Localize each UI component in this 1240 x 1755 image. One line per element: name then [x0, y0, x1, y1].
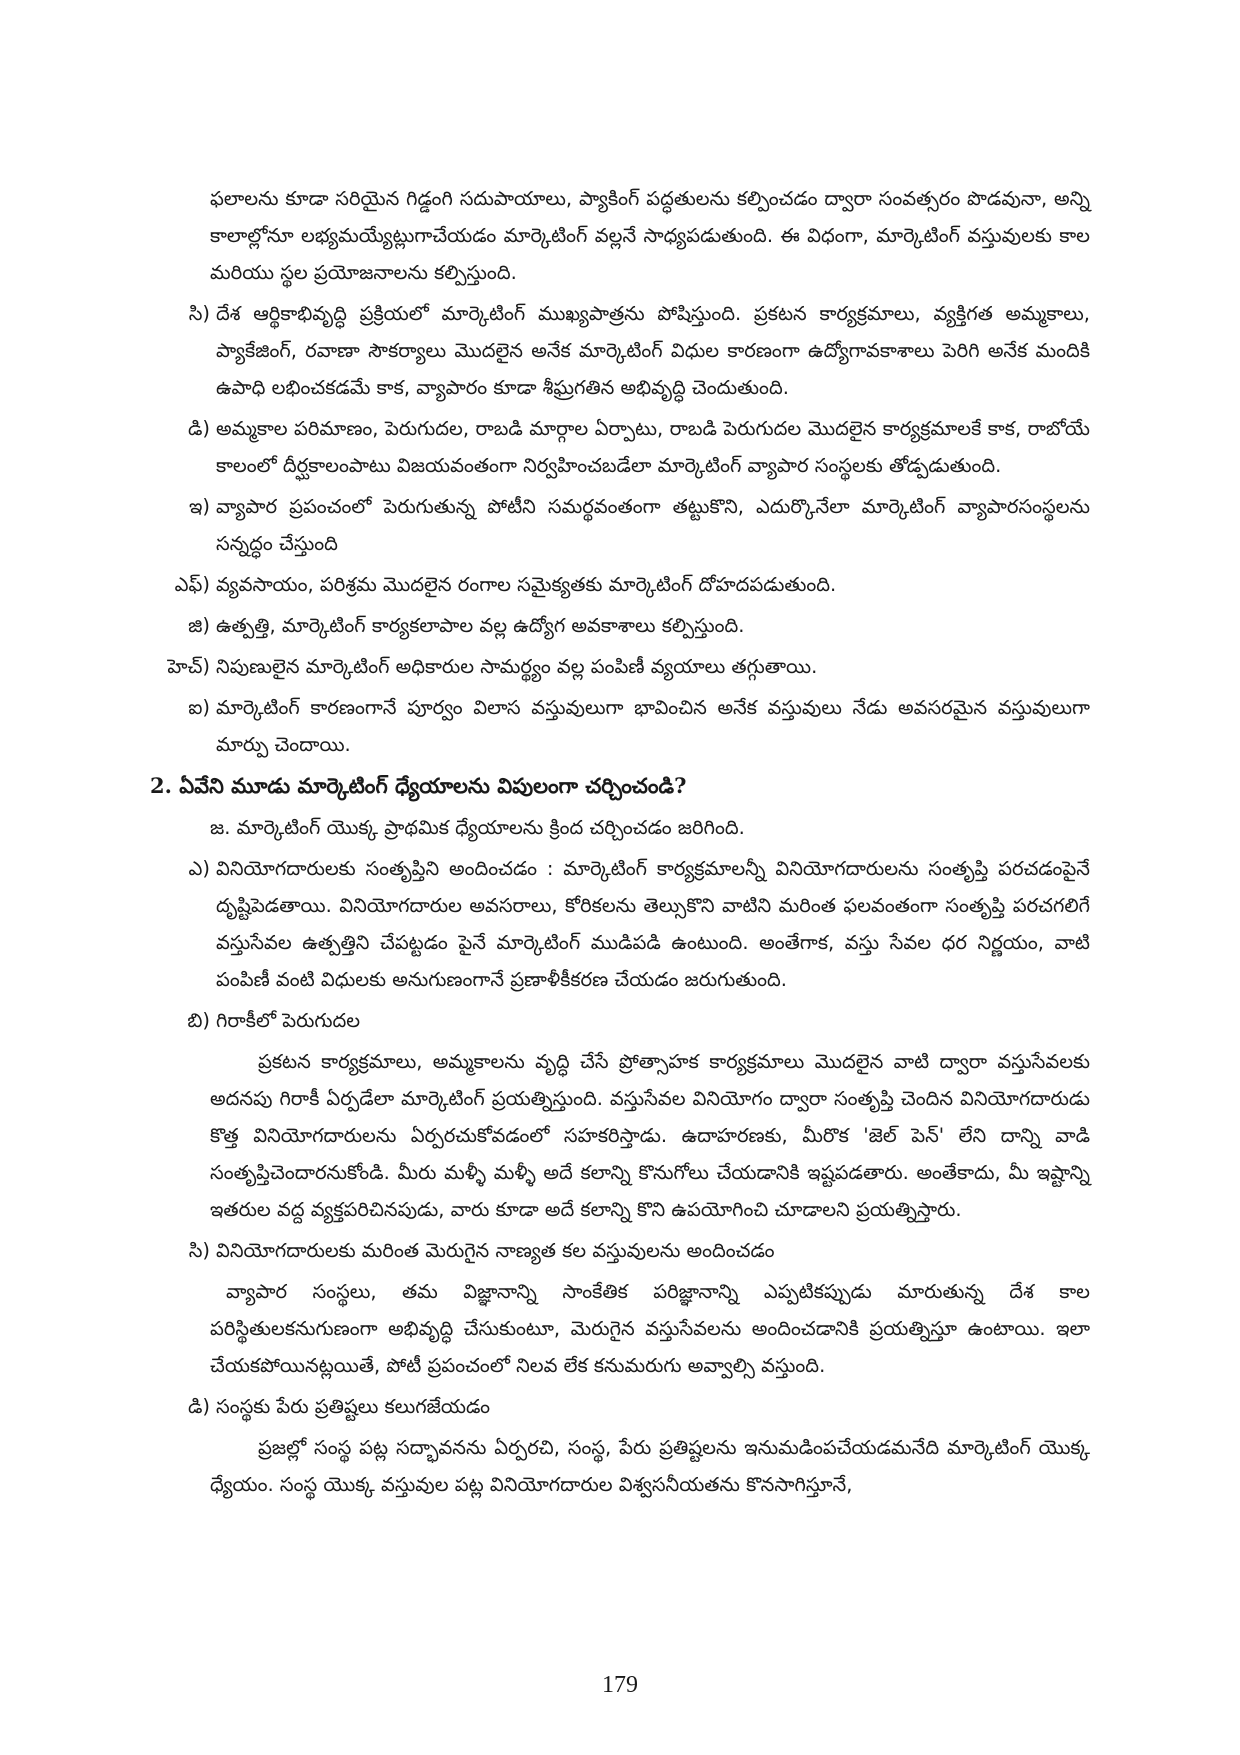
- list-marker: బి): [187, 1009, 210, 1032]
- list-item: [150, 410, 1090, 484]
- list-item: [150, 607, 1090, 644]
- list-item: [150, 689, 1090, 763]
- list-marker: డి): [187, 1395, 210, 1418]
- list-item: [150, 648, 1090, 685]
- list-item-text: వినియోగదారులకు సంతృప్తిని అందించడం : మార్కెటింగ్ కార్యక్రమాలన్నీ వినియోగదారులను సంతృప్తి పరచడంపైనే దృష్టిపెడతాయి. వినియోగదారుల అవసరాలు, కోరికలను తెల్సుకొని వాటిని మరింత ఫలవంతంగా సంతృప్తి పరచగలిగే వస్తుసేవల ఉత్పత్తిని చేపట్టడం పైనే మార్కెటింగ్ ముడిపడి ఉంటుంది. అంతేగాక, వస్తు సేవల ధర నిర్ణయం, వాటి పంపిణీ వంటి విధులకు అనుగుణంగానే ప్రణాళీకీకరణ చేయడం జరుగుతుంది.: [216, 857, 1090, 991]
- list-marker: జి): [188, 614, 210, 637]
- list-item-title: వినియోగదారులకు మరింత మెరుగైన నాణ్యత కల వస్తువులను అందించడం: [216, 1239, 775, 1262]
- list-marker: డి): [187, 417, 210, 440]
- list-item: [150, 295, 1090, 406]
- list-item-title: గిరాకీలో పెరుగుదల: [216, 1009, 361, 1032]
- list-item: [150, 850, 1090, 998]
- list-marker: ఎ): [188, 857, 210, 880]
- page-number: 179: [602, 1672, 638, 1698]
- list-item: [150, 1232, 1090, 1269]
- list-item-text: వ్యవసాయం, పరిశ్రమ మొదలైన రంగాల సమైక్యతకు మార్కెటింగ్ దోహదపడుతుంది.: [216, 573, 837, 596]
- list-item: [150, 1388, 1090, 1425]
- list-marker: ఎఫ్): [174, 573, 210, 596]
- list-item-text: ప్రజల్లో సంస్థ పట్ల సద్భావనను ఏర్పరచి, సంస్థ, పేరు ప్రతిష్టలను ఇనుమడింపచేయడమనేది మార్కెటింగ్ యొక్క ధ్యేయం. సంస్థ యొక్క వస్తువుల పట్ల వినియోగదారుల విశ్వసనీయతను కొనసాగిస్తూనే,: [210, 1436, 1090, 1496]
- list-item: [150, 566, 1090, 603]
- list-item-text: దేశ ఆర్థికాభివృద్ధి ప్రక్రియలో మార్కెటింగ్ ముఖ్యపాత్రను పోషిస్తుంది. ప్రకటన కార్యక్రమాలు, వ్యక్తిగత అమ్మకాలు, ప్యాకేజింగ్, రవాణా సౌకర్యాలు మొదలైన అనేక మార్కెటింగ్ విధుల కారణంగా ఉద్యోగావకాశాలు పెరిగి అనేక మందికి ఉపాధి లభించకడమే కాక, వ్యాపారం కూడా శీఘ్రగతిన అభివృద్ధి చెందుతుంది.: [216, 302, 1090, 399]
- list-marker: ఇ): [188, 495, 210, 518]
- list-item: [150, 488, 1090, 562]
- list-item-text: మార్కెటింగ్ కారణంగానే పూర్వం విలాస వస్తువులుగా భావించిన అనేక వస్తువులు నేడు అవసరమైన వస్తువులుగా మార్పు చెందాయి.: [216, 696, 1090, 756]
- list-item-text: ఉత్పత్తి, మార్కెటింగ్ కార్యకలాపాల వల్ల ఉద్యోగ అవకాశాలు కల్పిస్తుంది.: [216, 614, 745, 637]
- list-item-title: సంస్థకు పేరు ప్రతిష్టలు కలుగజేయడం: [216, 1395, 491, 1418]
- question-heading: 2. ఏవేని మూడు మార్కెటింగ్ ధ్యేయాలను విపులంగా చర్చించండి?: [150, 773, 687, 798]
- list-marker: హెచ్): [167, 655, 210, 678]
- list-marker: సి): [188, 302, 210, 325]
- list-marker: ఐ): [188, 696, 210, 719]
- benefits-list: [150, 295, 1090, 763]
- list-item-text: ప్రకటన కార్యక్రమాలు, అమ్మకాలను వృద్ధి చేసే ప్రోత్సాహక కార్యక్రమాలు మొదలైన వాటి ద్వారా వస్తుసేవలకు అదనపు గిరాకీ ఏర్పడేలా మార్కెటింగ్ ప్రయత్నిస్తుంది. వస్తుసేవల వినియోగం ద్వారా సంతృప్తి చెందిన వినియోగదారుడు కొత్త వినియోగదారులను ఏర్పరచుకోవడంలో సహకరిస్తాడు. ఉదాహరణకు, మీరొక 'జెల్ పెన్' లేని దాన్ని వాడి సంతృప్తిచెందారనుకోండి. మీరు మళ్ళీ మళ్ళీ అదే కలాన్ని కొనుగోలు చేయడానికి ఇష్టపడతారు. అంతేకాదు, మీ ఇష్టాన్ని ఇతరుల వద్ద వ్యక్తపరిచినపుడు, వారు కూడా అదే కలాన్ని కొని ఉపయోగించి చూడాలని ప్రయత్నిస్తారు.: [210, 1050, 1090, 1221]
- list-item-text: అమ్మకాల పరిమాణం, పెరుగుదల, రాబడి మార్గాల ఏర్పాటు, రాబడి పెరుగుదల మొదలైన కార్యక్రమాలకే కాక, రాబోయే కాలంలో దీర్ఘకాలంపాటు విజయవంతంగా నిర్వహించబడేలా మార్కెటింగ్ వ్యాపార సంస్థలకు తోడ్పడుతుంది.: [216, 417, 1090, 477]
- list-item-text: వ్యాపార సంస్థలు, తమ విజ్ఞానాన్ని సాంకేతిక పరిజ్ఞానాన్ని ఎప్పటికప్పుడు మారుతున్న దేశ కాల పరిస్థితులకనుగుణంగా అభివృద్ధి చేసుకుంటూ, మెరుగైన వస్తుసేవలను అందించడానికి ప్రయత్నిస్తూ ఉంటాయి. ఇలా చేయకపోయినట్లయితే, పోటీ ప్రపంచంలో నిలవ లేక కనుమరుగు అవ్వాల్సి వస్తుంది.: [210, 1280, 1090, 1377]
- list-item-text: నిపుణులైన మార్కెటింగ్ అధికారుల సామర్థ్యం వల్ల పంపిణీ వ్యయాలు తగ్గుతాయి.: [216, 655, 818, 678]
- answer-intro: జ. మార్కెటింగ్ యొక్క ప్రాథమిక ధ్యేయాలను క్రింద చర్చించడం జరిగింది.: [210, 816, 745, 839]
- list-item: [150, 1002, 1090, 1039]
- objectives-list: [150, 850, 1090, 1503]
- list-item-text: వ్యాపార ప్రపంచంలో పెరుగుతున్న పోటీని సమర్థవంతంగా తట్టుకొని, ఎదుర్కొనేలా మార్కెటింగ్ వ్యాపారసంస్థలను సన్నద్ధం చేస్తుంది: [216, 495, 1090, 555]
- list-marker: సి): [188, 1239, 210, 1262]
- intro-paragraph: ఫలాలను కూడా సరియైన గిడ్డంగి సదుపాయాలు, ప్యాకింగ్ పద్ధతులను కల్పించడం ద్వారా సంవత్సరం పొడవునా, అన్ని కాలాల్లోనూ లభ్యమయ్యేట్లుగాచేయడం మార్కెటింగ్ వల్లనే సాధ్యపడుతుంది. ఈ విధంగా, మార్కెటింగ్ వస్తువులకు కాల మరియు స్థల ప్రయోజనాలను కల్పిస్తుంది.: [210, 187, 1090, 284]
- page-content: [150, 180, 1090, 1507]
